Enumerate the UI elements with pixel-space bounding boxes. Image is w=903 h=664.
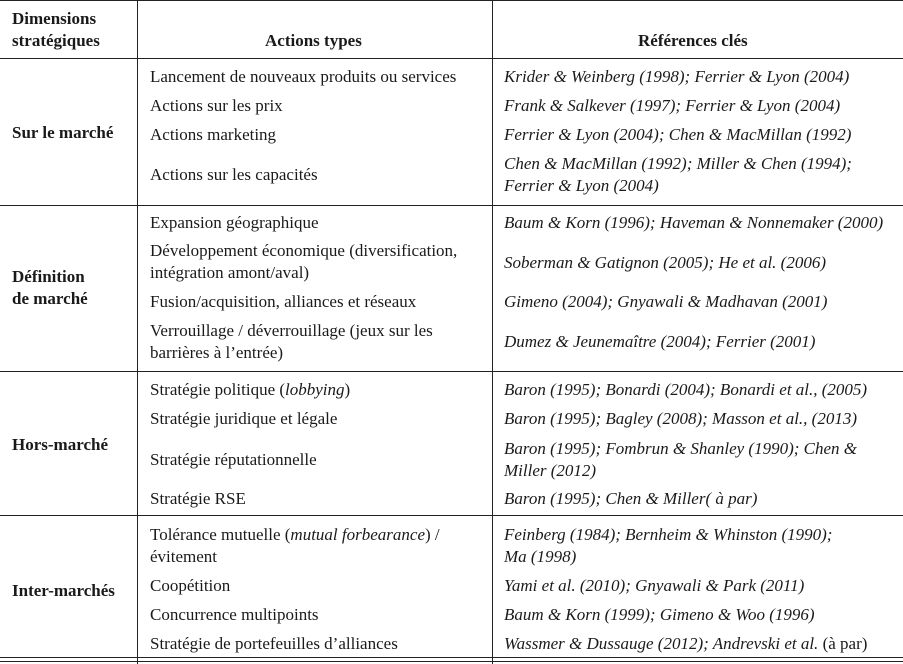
reference-cell: Baum & Korn (1999); Gimeno & Woo (1996) [504, 605, 815, 624]
action-cell: Stratégie RSE [150, 489, 246, 508]
reference-cell: Baum & Korn (1996); Haveman & Nonnemaker (2000) [504, 213, 884, 232]
reference-cell-continued: Miller (2012) [504, 461, 597, 480]
action-cell: Expansion géographique [150, 213, 319, 232]
reference-cell: Krider & Weinberg (1998); Ferrier & Lyon (2004) [504, 67, 850, 86]
table-bottom-rule [0, 657, 903, 658]
action-text-end: ) [344, 380, 351, 399]
group-divider-2 [0, 371, 903, 372]
action-cell: Concurrence multipoints [150, 605, 319, 624]
reference-cell: Baron (1995); Fombrun & Shanley (1990); Chen & [504, 439, 858, 458]
table-top-rule [0, 0, 903, 1]
action-text-emphasis: mutual forbearance [290, 525, 425, 544]
action-cell: Coopétition [150, 576, 231, 595]
reference-cell: Feinberg (1984); Bernheim & Whinston (1990); [504, 525, 833, 544]
action-text: Stratégie politique ( [150, 380, 286, 399]
header-bottom-rule [0, 58, 903, 59]
action-cell: Verrouillage / déverrouillage (jeux sur les [150, 321, 433, 340]
action-cell: Stratégie de portefeuilles d’alliances [150, 634, 398, 653]
group-divider-1 [0, 205, 903, 206]
action-cell-continued: barrières à l’entrée) [150, 343, 284, 362]
dimension-inter-marches: Inter-marchés [12, 581, 115, 600]
action-cell-continued: intégration amont/aval) [150, 263, 310, 282]
reference-cell [504, 633, 867, 655]
reference-cell: Baron (1995); Chen & Miller( à par) [504, 489, 758, 508]
action-cell: Stratégie juridique et légale [150, 409, 338, 428]
dimension-definition-de-marche-line2: de marché [12, 289, 88, 308]
action-cell: Lancement de nouveaux produits ou services [150, 67, 457, 86]
reference-cell: Ferrier & Lyon (2004); Chen & MacMillan (1992) [504, 125, 852, 144]
group-divider-3 [0, 515, 903, 516]
action-cell-continued: évitement [150, 547, 218, 566]
column-divider-2 [492, 0, 493, 664]
action-cell: Actions marketing [150, 125, 277, 144]
reference-text: Wassmer & Dussauge (2012); Andrevski et al. [504, 634, 819, 653]
reference-cell: Frank & Salkever (1997); Ferrier & Lyon (2004) [504, 96, 841, 115]
reference-cell: Baron (1995); Bagley (2008); Masson et al., (2013) [504, 409, 857, 428]
header-actions: Actions types [265, 31, 362, 50]
dimension-hors-marche: Hors-marché [12, 435, 108, 454]
reference-cell: Gimeno (2004); Gnyawali & Madhavan (2001) [504, 292, 828, 311]
reference-cell: Baron (1995); Bonardi (2004); Bonardi et al., (2005) [504, 380, 868, 399]
header-references: Références clés [638, 31, 748, 50]
action-cell [150, 379, 350, 401]
reference-cell-continued: Ferrier & Lyon (2004) [504, 176, 659, 195]
action-text-end: ) / [425, 525, 440, 544]
action-text: Tolérance mutuelle ( [150, 525, 291, 544]
column-divider-1 [137, 0, 138, 664]
action-cell: Actions sur les capacités [150, 165, 318, 184]
header-dimensions-line2: stratégiques [12, 31, 100, 50]
dimension-definition-de-marche: Définition [12, 267, 85, 286]
action-cell: Stratégie réputationnelle [150, 450, 317, 469]
reference-cell: Dumez & Jeunemaître (2004); Ferrier (2001) [504, 332, 816, 351]
action-cell: Actions sur les prix [150, 96, 283, 115]
table-bottom-rule-double [0, 661, 903, 662]
action-text-emphasis: lobbying [285, 380, 345, 399]
reference-cell-continued: Ma (1998) [504, 547, 577, 566]
dimension-sur-le-marche: Sur le marché [12, 123, 114, 142]
reference-cell: Yami et al. (2010); Gnyawali & Park (2011) [504, 576, 805, 595]
header-dimensions: Dimensions [12, 9, 97, 28]
reference-cell: Chen & MacMillan (1992); Miller & Chen (1994); [504, 154, 852, 173]
action-cell: Développement économique (diversification, [150, 241, 458, 260]
reference-cell: Soberman & Gatignon (2005); He et al. (2006) [504, 253, 827, 272]
action-cell: Fusion/acquisition, alliances et réseaux [150, 292, 417, 311]
action-cell [150, 524, 440, 546]
reference-text-end: (à par) [822, 634, 868, 653]
